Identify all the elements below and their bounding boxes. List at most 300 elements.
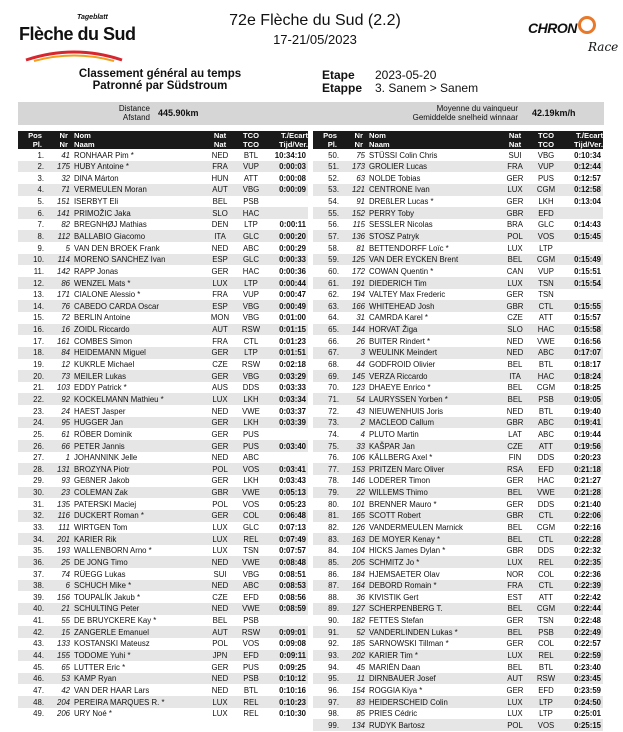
stopwatch-icon (578, 16, 596, 34)
team-code-cell: COL (537, 569, 555, 579)
rider-name-cell: ROGGIA Kiya * (369, 685, 423, 695)
results-table-right (313, 131, 603, 731)
time-gap-cell: 0:08:59 (279, 604, 306, 614)
rider-name-cell: TODOME Yuhi * (74, 651, 131, 661)
position-cell: 81. (328, 511, 339, 521)
table-row (313, 335, 603, 347)
time-gap-cell: 0:02:18 (279, 360, 306, 370)
nationality-cell: GER (211, 662, 229, 672)
team-code-cell: EFD (538, 685, 554, 695)
time-gap-cell: 0:25:15 (574, 720, 601, 730)
time-gap-cell: 0:13:04 (574, 197, 601, 207)
rider-name-cell: PETER Jannis (74, 441, 125, 451)
bib-number-cell: 44 (356, 360, 365, 370)
time-gap-cell: 0:19:05 (574, 394, 601, 404)
bib-number-cell: 166 (351, 301, 365, 311)
nationality-cell: POL (212, 639, 228, 649)
nationality-cell: GER (506, 290, 524, 300)
bib-number-cell: 65 (61, 662, 70, 672)
team-code-cell: ABC (537, 429, 555, 439)
race-dates: 17-21/05/2023 (273, 32, 357, 47)
rider-name-cell: DINA Márton (74, 173, 119, 183)
nationality-cell: POL (507, 720, 523, 730)
table-row (18, 522, 308, 534)
time-gap-cell: 0:10:34 (574, 150, 601, 160)
team-code-cell: DDS (537, 546, 555, 556)
table-header (313, 131, 603, 149)
team-code-cell: PSB (538, 627, 554, 637)
bib-number-cell: 141 (56, 208, 70, 218)
rider-name-cell: KAMP Ryan (74, 674, 117, 684)
nationality-cell: MON (210, 313, 230, 323)
position-cell: 55. (328, 208, 339, 218)
time-gap-cell: 0:10:30 (279, 709, 306, 719)
bib-number-cell: 41 (61, 150, 70, 160)
rider-name-cell: NIEUWENHUIS Joris (369, 406, 444, 416)
position-cell: 37. (33, 569, 44, 579)
rider-name-cell: VALTEY Max Frederic (369, 290, 446, 300)
team-code-cell: VBG (242, 313, 260, 323)
bib-number-cell: 204 (56, 697, 70, 707)
position-cell: 52. (328, 173, 339, 183)
position-cell: 57. (328, 231, 339, 241)
nationality-cell: FIN (508, 453, 522, 463)
table-row (18, 277, 308, 289)
bib-number-cell: 172 (351, 266, 365, 276)
table-row (18, 161, 308, 173)
team-code-cell: VWE (242, 406, 260, 416)
nationality-cell: POL (507, 231, 523, 241)
rider-name-cell: SCHMITZ Jo * (369, 557, 420, 567)
position-cell: 99. (328, 720, 339, 730)
rider-name-cell: KAŠPAR Jan (369, 441, 415, 451)
header-name: Nom Naam (369, 131, 390, 149)
bib-number-cell: 52 (356, 627, 365, 637)
position-cell: 22. (33, 394, 44, 404)
nationality-cell: AUT (507, 674, 523, 684)
rider-name-cell: VAN DER EYCKEN Brent (369, 255, 459, 265)
nationality-cell: GER (506, 197, 524, 207)
etape-label-nl: Etappe (322, 81, 363, 95)
bib-number-cell: 106 (351, 453, 365, 463)
table-row (313, 684, 603, 696)
nationality-cell: EST (507, 592, 523, 602)
bib-number-cell: 53 (61, 674, 70, 684)
rider-name-cell: SARNOWSKI Tillman * (369, 639, 449, 649)
nationality-cell: FRA (507, 581, 523, 591)
team-code-cell: VOS (242, 639, 260, 649)
etape-label-fr: Etape (322, 68, 355, 82)
team-code-cell: GLC (537, 220, 555, 230)
rider-name-cell: GEßNER Jakob (74, 476, 130, 486)
position-cell: 27. (33, 453, 44, 463)
nationality-cell: ITA (509, 371, 521, 381)
table-row (313, 556, 603, 568)
avg-speed-label-nl: Gemiddelde snelheid winnaar (412, 113, 518, 122)
table-row (18, 661, 308, 673)
team-code-cell: LKH (243, 418, 259, 428)
rider-name-cell: STOSZ Patryk (369, 231, 420, 241)
time-gap-cell: 0:00:49 (279, 301, 306, 311)
table-row (313, 277, 603, 289)
team-code-cell: RSW (536, 674, 556, 684)
bib-number-cell: 95 (61, 418, 70, 428)
nationality-cell: GER (506, 639, 524, 649)
bib-number-cell: 31 (356, 313, 365, 323)
bib-number-cell: 23 (61, 488, 70, 498)
position-cell: 75. (328, 441, 339, 451)
bib-number-cell: 73 (61, 371, 70, 381)
rider-name-cell: HEIDEMANN Miguel (74, 348, 146, 358)
team-code-cell: PUS (242, 662, 260, 672)
time-gap-cell: 0:08:51 (279, 569, 306, 579)
table-row (313, 708, 603, 720)
table-row (313, 545, 603, 557)
rider-name-cell: LUTTER Eric * (74, 662, 126, 672)
nationality-cell: BRA (506, 220, 524, 230)
table-row (313, 440, 603, 452)
header-nat: Nat Nat (508, 131, 522, 149)
nationality-cell: NED (506, 348, 524, 358)
time-gap-cell: 0:08:56 (279, 592, 306, 602)
position-cell: 69. (328, 371, 339, 381)
table-row (313, 673, 603, 685)
team-code-cell: HAC (537, 325, 555, 335)
table-row (18, 359, 308, 371)
bib-number-cell: 55 (61, 616, 70, 626)
time-gap-cell: 0:09:01 (279, 627, 306, 637)
nationality-cell: GBR (506, 511, 524, 521)
team-code-cell: LTP (244, 278, 258, 288)
rider-name-cell: VERZA Riccardo (369, 371, 428, 381)
position-cell: 80. (328, 499, 339, 509)
position-cell: 15. (33, 313, 44, 323)
table-row (313, 184, 603, 196)
team-code-cell: LKH (538, 197, 554, 207)
team-code-cell: CGM (536, 255, 556, 265)
table-row (18, 452, 308, 464)
time-gap-cell: 0:22:48 (574, 616, 601, 626)
table-row (18, 196, 308, 208)
position-cell: 21. (33, 383, 44, 393)
time-gap-cell: 0:03:40 (279, 441, 306, 451)
rider-name-cell: RUDYK Bartosz (369, 720, 425, 730)
position-cell: 36. (33, 557, 44, 567)
nationality-cell: FRA (507, 162, 523, 172)
nationality-cell: NED (211, 406, 229, 416)
nationality-cell: LUX (212, 278, 228, 288)
rider-name-cell: RÜEGG Lukas (74, 569, 126, 579)
position-cell: 76. (328, 453, 339, 463)
time-gap-cell: 0:01:15 (279, 325, 306, 335)
team-code-cell: RSW (241, 360, 261, 370)
team-code-cell: VBG (242, 371, 260, 381)
position-cell: 90. (328, 616, 339, 626)
position-cell: 78. (328, 476, 339, 486)
nationality-cell: GER (211, 476, 229, 486)
table-row (18, 533, 308, 545)
bib-number-cell: 101 (351, 499, 365, 509)
rider-name-cell: HUBY Antoine * (74, 162, 129, 172)
rider-name-cell: BROZYNA Piotr (74, 464, 130, 474)
time-gap-cell: 0:08:48 (279, 557, 306, 567)
rider-name-cell: PATERSKI Maciej (74, 499, 137, 509)
nationality-cell: CZE (507, 313, 523, 323)
team-code-cell: COL (242, 511, 260, 521)
rider-name-cell: WIRTGEN Tom (74, 523, 128, 532)
table-row (313, 533, 603, 545)
bib-number-cell: 75 (356, 150, 365, 160)
results-table-left (18, 131, 308, 719)
bib-number-cell: 171 (56, 290, 70, 300)
table-row (18, 603, 308, 615)
nationality-cell: BEL (507, 255, 523, 265)
position-cell: 71. (328, 394, 339, 404)
team-code-cell: CTL (243, 336, 259, 346)
table-row (313, 661, 603, 673)
bib-number-cell: 16 (61, 325, 70, 335)
bib-number-cell: 185 (351, 639, 365, 649)
bib-number-cell: 116 (57, 511, 70, 521)
nationality-cell: NED (506, 336, 524, 346)
time-gap-cell: 0:22:39 (574, 581, 601, 591)
nationality-cell: LUX (212, 394, 228, 404)
team-code-cell: REL (538, 651, 554, 661)
bib-number-cell: 76 (61, 301, 70, 311)
bib-number-cell: 36 (356, 592, 365, 602)
team-code-cell: HAC (537, 476, 555, 486)
position-cell: 12. (33, 278, 44, 288)
rider-name-cell: DHAEYE Enrico * (369, 383, 431, 393)
time-gap-cell: 0:15:49 (574, 255, 601, 265)
bib-number-cell: 74 (61, 569, 70, 579)
time-gap-cell: 0:00:20 (279, 231, 306, 241)
table-row (18, 300, 308, 312)
time-gap-cell: 0:05:23 (279, 499, 306, 509)
nationality-cell: BEL (507, 383, 523, 393)
rider-name-cell: GODFROID Olivier (369, 360, 436, 370)
rider-name-cell: TOUPALÍK Jakub * (74, 592, 141, 602)
rider-name-cell: WEULINK Meindert (369, 348, 438, 358)
nationality-cell: NED (506, 406, 524, 416)
time-gap-cell: 0:00:08 (279, 173, 306, 183)
table-row (18, 626, 308, 638)
team-code-cell: VOS (537, 720, 555, 730)
rider-name-cell: DUCKERT Roman * (74, 511, 144, 521)
nationality-cell: GER (211, 511, 229, 521)
table-row (313, 265, 603, 277)
bib-number-cell: 112 (57, 231, 70, 241)
position-cell: 89. (328, 604, 339, 614)
time-gap-cell: 0:00:47 (279, 290, 306, 300)
rider-name-cell: PLUTO Martin (369, 429, 419, 439)
position-cell: 49. (33, 709, 44, 719)
rider-name-cell: DIRNBAUER Josef (369, 674, 436, 684)
header-tco: TCO TCO (242, 131, 260, 149)
time-gap-cell: 0:18:24 (574, 371, 601, 381)
nationality-cell: BEL (507, 627, 523, 637)
bib-number-cell: 26 (356, 336, 365, 346)
time-gap-cell: 0:22:35 (574, 557, 601, 567)
rider-name-cell: PEREIRA MARQUES R. * (74, 697, 165, 707)
nationality-cell: NED (211, 674, 229, 684)
position-cell: 14. (33, 301, 44, 311)
table-row (313, 626, 603, 638)
rider-name-cell: FETTES Stefan (369, 616, 424, 626)
bib-number-cell: 92 (61, 394, 70, 404)
nationality-cell: SUI (213, 569, 227, 579)
rider-name-cell: BRENNER Mauro * (369, 499, 437, 509)
table-row (18, 393, 308, 405)
nationality-cell: SLO (507, 325, 523, 335)
position-cell: 6. (37, 208, 44, 218)
table-row (313, 615, 603, 627)
rider-name-cell: DE JONG Timo (74, 557, 128, 567)
position-cell: 45. (33, 662, 44, 672)
bib-number-cell: 24 (61, 406, 70, 416)
nationality-cell: GBR (506, 546, 524, 556)
position-cell: 34. (33, 534, 44, 544)
rider-name-cell: PRIMOŽIC Jaka (74, 208, 131, 218)
header-nat: Nat Nat (213, 131, 227, 149)
rider-name-cell: HJEMSAETER Olav (369, 569, 440, 579)
header-nr: Nr Nr (59, 131, 68, 149)
team-code-cell: GLC (242, 255, 260, 265)
position-cell: 66. (328, 336, 339, 346)
bib-number-cell: 144 (351, 325, 365, 335)
position-cell: 18. (33, 348, 44, 358)
team-code-cell: CGM (536, 185, 556, 195)
bib-number-cell: 22 (356, 488, 365, 498)
rider-name-cell: COWAN Quentin * (369, 266, 434, 276)
distance-label: Distance (118, 104, 150, 113)
table-row (313, 324, 603, 336)
bib-number-cell: 85 (356, 709, 365, 719)
header-name: Nom Naam (74, 131, 95, 149)
etape-date: 2023-05-20 (375, 68, 437, 82)
team-code-cell: LTP (539, 243, 553, 253)
nationality-cell: NED (211, 243, 229, 253)
position-cell: 86. (328, 569, 339, 579)
table-row (313, 719, 603, 731)
rider-name-cell: CIALONE Alessio * (74, 290, 141, 300)
rider-name-cell: ISERBYT Eli (74, 197, 119, 207)
rider-name-cell: MACLEOD Callum (369, 418, 434, 428)
bib-number-cell: 3 (360, 348, 365, 358)
team-code-cell: DDS (537, 453, 555, 463)
table-row (18, 254, 308, 266)
nationality-cell: CZE (212, 592, 228, 602)
race-title: 72e Flèche du Sud (2.2) (229, 12, 401, 29)
rider-name-cell: VAN DEN BROEK Frank (74, 243, 160, 253)
bib-number-cell: 206 (56, 709, 70, 719)
rider-name-cell: WHITEHEAD Josh (369, 301, 435, 311)
time-gap-cell: 0:25:01 (574, 709, 601, 719)
rider-name-cell: PRITZEN Marc Oliver (369, 464, 445, 474)
team-code-cell: LTP (539, 709, 553, 719)
bib-number-cell: 1 (65, 453, 70, 463)
rider-name-cell: VANDERMEULEN Marnick (369, 523, 463, 532)
nationality-cell: LUX (507, 185, 523, 195)
bib-number-cell: 82 (61, 220, 70, 230)
bib-number-cell: 123 (351, 383, 365, 393)
time-gap-cell: 0:22:44 (574, 604, 601, 614)
rider-name-cell: STÜSSI Colin Chris (369, 150, 438, 160)
nationality-cell: ESP (212, 301, 228, 311)
team-code-cell: PSB (538, 394, 554, 404)
table-row (18, 405, 308, 417)
bib-number-cell: 125 (351, 255, 365, 265)
bib-number-cell: 131 (56, 464, 70, 474)
position-cell: 42. (33, 627, 44, 637)
rider-name-cell: GROLIER Lucas (369, 162, 428, 172)
time-gap-cell: 0:19:41 (574, 418, 601, 428)
team-code-cell: ATT (538, 592, 554, 602)
position-cell: 56. (328, 220, 339, 230)
team-code-cell: EFD (538, 208, 554, 218)
team-code-cell: ATT (538, 313, 554, 323)
bib-number-cell: 81 (356, 243, 365, 253)
rider-name-cell: HEIDERSCHEID Colin (369, 697, 448, 707)
nationality-cell: NED (211, 453, 229, 463)
bib-number-cell: 6 (65, 581, 70, 591)
position-cell: 64. (328, 313, 339, 323)
nationality-cell: AUT (212, 185, 228, 195)
team-code-cell: HAC (537, 371, 555, 381)
table-row (313, 452, 603, 464)
team-code-cell: LTP (244, 348, 258, 358)
position-cell: 41. (33, 616, 44, 626)
chrono-label: CHRON (528, 20, 577, 36)
table-row (313, 510, 603, 522)
time-gap-cell: 0:00:03 (279, 162, 306, 172)
nationality-cell: LUX (507, 278, 523, 288)
team-code-cell: BTL (538, 662, 554, 672)
team-code-cell: TSN (243, 546, 259, 556)
bib-number-cell: 2 (360, 418, 365, 428)
bib-number-cell: 145 (351, 371, 365, 381)
bib-number-cell: 134 (351, 720, 365, 730)
time-gap-cell: 0:15:51 (574, 266, 601, 276)
rider-name-cell: DREßLER Lucas * (369, 197, 434, 207)
nationality-cell: SLO (212, 208, 228, 218)
team-code-cell: LKH (243, 476, 259, 486)
header-nr: Nr Nr (354, 131, 363, 149)
rider-name-cell: NOLDE Tobias (369, 173, 421, 183)
brand-name: Flèche du Sud (19, 24, 136, 44)
nationality-cell: GER (506, 616, 524, 626)
nationality-cell: ESP (212, 255, 228, 265)
table-row (313, 230, 603, 242)
nationality-cell: GER (506, 476, 524, 486)
team-code-cell: PUS (537, 173, 555, 183)
bib-number-cell: 63 (356, 173, 365, 183)
nationality-cell: AUT (212, 627, 228, 637)
rider-name-cell: SCHULTING Peter (74, 604, 140, 614)
table-row (18, 370, 308, 382)
table-row (313, 498, 603, 510)
rider-name-cell: BREGNHØJ Mathias (74, 220, 147, 230)
time-gap-cell: 0:01:00 (279, 313, 306, 323)
position-cell: 67. (328, 348, 339, 358)
position-cell: 40. (33, 604, 44, 614)
table-row (313, 638, 603, 650)
bib-number-cell: 127 (351, 604, 365, 614)
time-gap-cell: 0:18:17 (574, 360, 601, 370)
position-cell: 1. (37, 150, 44, 160)
position-cell: 24. (33, 418, 44, 428)
bib-number-cell: 202 (351, 651, 365, 661)
